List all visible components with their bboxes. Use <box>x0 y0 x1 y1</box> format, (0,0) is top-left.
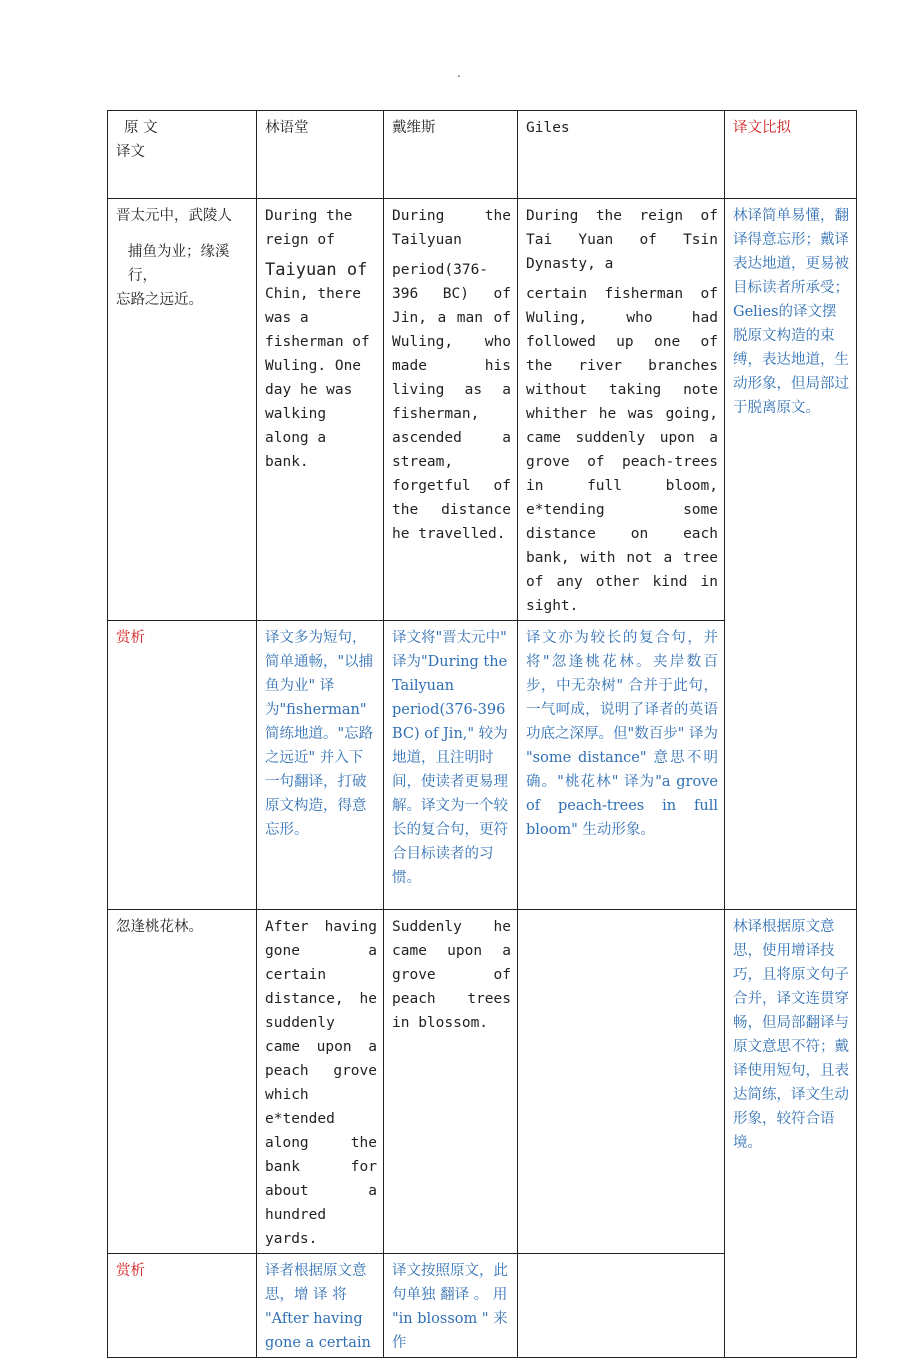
giles-appreciation-2 <box>518 1254 725 1358</box>
lin-translation-cell-2: After having gone a certain distance, he suddenly came upon a peach grove which e*tended along the bank for about a hundred yards. <box>257 910 384 1254</box>
source-line-2: 捕鱼为业；缘溪行， <box>128 244 230 284</box>
header-davis: 戴维斯 <box>384 111 518 199</box>
davis-translation-part1: During the Tailyuan <box>392 208 511 248</box>
header-row <box>108 111 857 199</box>
appreciation-label-1: 赏析 <box>108 621 257 910</box>
appreciation-label-2: 赏析 <box>108 1254 257 1358</box>
davis-translation-cell-2: Suddenly he came upon a grove of peach trees in blossom. <box>384 910 518 1254</box>
giles-translation-part2: certain fisherman of Wuling, who had followed up one of the river branches without taking note whither he was going, came suddenly upon a grove of peach-trees in full bloom, e*tending some distance on each bank, with not a tree of any other kind in sight. <box>526 286 718 614</box>
lin-appreciation-1: 译文多为短句，简单通畅，"以捕鱼为业" 译为"fisherman" 简练地道。"忘路之远近" 并入下一句翻译，打破原文构造，得意忘形。 <box>257 621 384 910</box>
passage-row-1 <box>108 199 857 621</box>
source-text-cell-2: 忽逢桃花林。 <box>108 910 257 1254</box>
header-source-cell <box>108 111 257 199</box>
lin-translation-cell <box>257 199 384 621</box>
header-comparison: 译文比拟 <box>725 111 857 199</box>
comparison-cell-1: 林译简单易懂，翻译得意忘形；戴译表达地道，更易被目标读者所承受；Gelies的译文摆脱原文构造的束缚，表达地道，生动形象，但局部过于脱离原文。 <box>725 199 857 910</box>
lin-translation-part2: Taiyuan of <box>265 260 368 280</box>
giles-translation-cell-2 <box>518 910 725 1254</box>
davis-translation-part2: period(376-396 BC) of Jin, a man of Wuling, who made his living as a fisherman, ascended a stream, forgetful of the distance he travelled. <box>392 262 511 542</box>
header-source-label: 原 文 <box>124 120 158 136</box>
davis-appreciation-2: 译文按照原文，此句单独 翻译 。 用 "in blossom " 来作 <box>384 1254 518 1358</box>
translation-comparison-table <box>107 110 857 1358</box>
header-lin-yutang: 林语堂 <box>257 111 384 199</box>
giles-translation-cell <box>518 199 725 621</box>
davis-appreciation-1: 译文将"晋太元中" 译为"During the Tailyuan period(376-396 BC) of Jin," 较为地道，且注明时间，使读者更易理解。译文为一个较长的复合句，更符合目标读者的习惯。 <box>384 621 518 910</box>
source-text-cell <box>108 199 257 621</box>
page-top-mark: . <box>457 66 461 80</box>
passage-row-2 <box>108 910 857 1254</box>
header-giles: Giles <box>518 111 725 199</box>
giles-appreciation-1: 译文亦为较长的复合句，并将"忽逢桃花林。夹岸数百步，中无杂树" 合并于此句，一气呵成，说明了译者的英语功底之深厚。但"数百步" 译为 "some distance" 意思不明确。"桃花林" 译为"a grove of peach-trees in full bloom" 生动形象。 <box>518 621 725 910</box>
header-translation-label: 译文 <box>116 144 145 160</box>
lin-translation-part3: Chin, there was a fisherman of Wuling. One day he was walking along a bank. <box>265 286 370 470</box>
source-line-1: 晋太元中，武陵人 <box>116 208 232 224</box>
lin-appreciation-2: 译者根据原文意思，增 译 将 "After having gone a certain <box>257 1254 384 1358</box>
giles-translation-part1: During the reign of Tai Yuan of Tsin Dynasty, a <box>526 208 718 272</box>
davis-translation-cell <box>384 199 518 621</box>
comparison-cell-2: 林译根据原文意思，使用增译技巧，且将原文句子合并，译文连贯穿畅，但局部翻译与原文意思不符；戴译使用短句，且表达简练，译文生动形象，较符合语境。 <box>725 910 857 1358</box>
lin-translation-part1: During the reign of <box>265 208 353 248</box>
source-line-3: 忘路之远近。 <box>116 292 203 308</box>
